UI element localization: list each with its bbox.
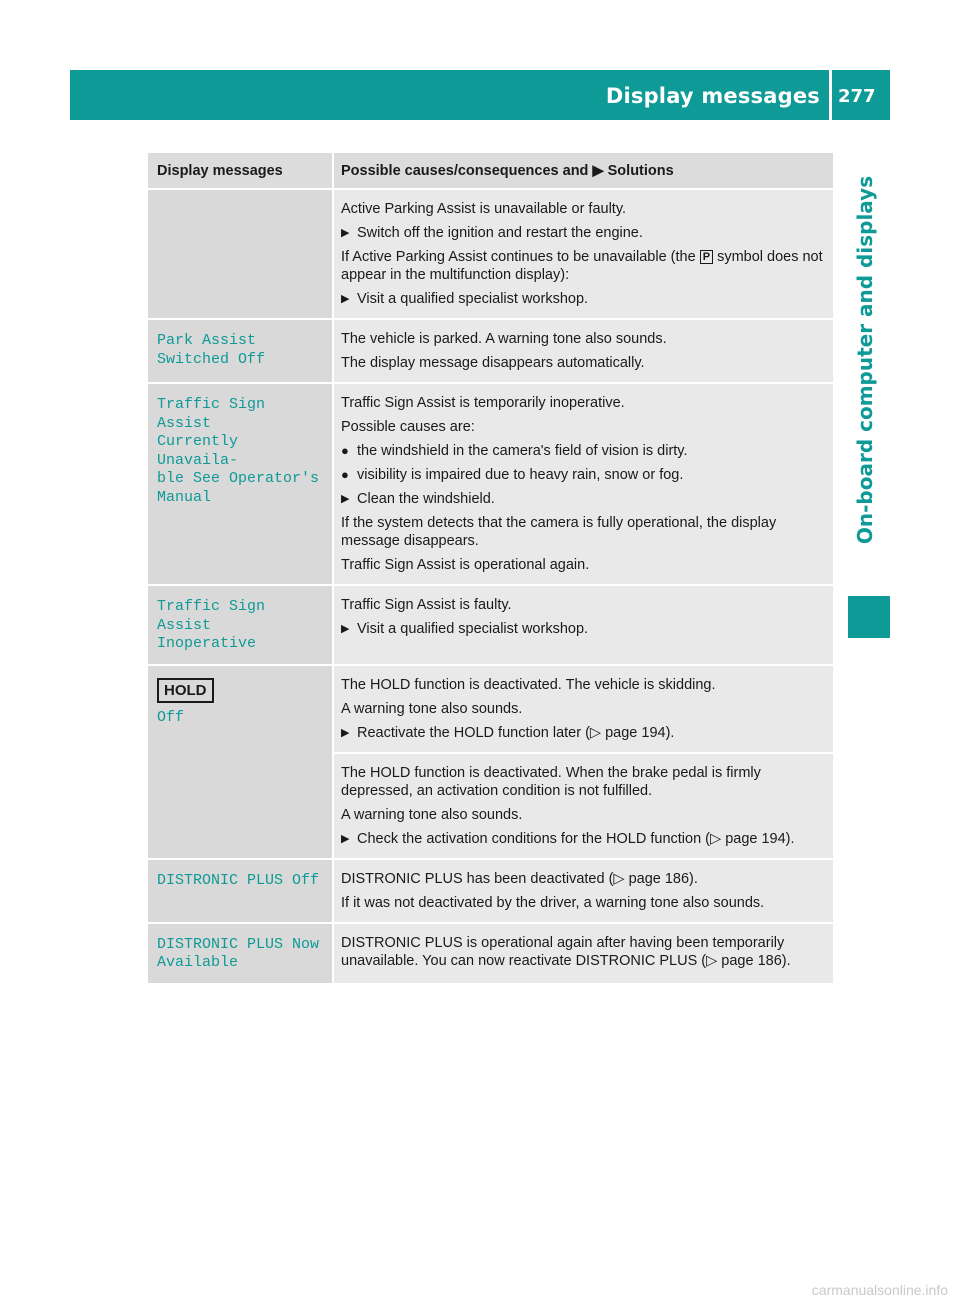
table-row (148, 190, 833, 320)
message-cell (148, 320, 334, 382)
causes-cell (334, 320, 833, 382)
table-row (148, 384, 833, 586)
step-arrow-icon: ▶ (592, 163, 604, 179)
table-header-row (148, 153, 833, 190)
cause-text: Traffic Sign Assist is operational again. (341, 557, 590, 573)
cause-text: Active Parking Assist is unavailable or faulty. (341, 201, 627, 217)
solution-text: Clean the windshield. (357, 491, 495, 507)
step-arrow-icon: ▶ (341, 832, 350, 845)
step-arrow-icon: ▶ (341, 227, 350, 239)
table-row (148, 320, 833, 384)
causes-subsection (334, 754, 833, 848)
park-symbol-icon: P (700, 250, 713, 264)
cause-text: Traffic Sign Assist is temporarily inoperative. (341, 395, 625, 411)
display-messages-table (148, 153, 833, 985)
step-arrow-icon: ▶ (341, 623, 350, 635)
causes-subsection (334, 676, 833, 754)
solution-text: Visit a qualified specialist workshop. (357, 291, 589, 307)
watermark[interactable]: carmanualsonline.info (811, 1282, 948, 1298)
column-header-messages: Display messages (148, 153, 334, 188)
causes-cell (334, 586, 833, 664)
solution-step (341, 490, 826, 508)
solution-text: Switch off the ignition and restart the engine. (357, 225, 643, 241)
causes-cell (334, 384, 833, 584)
table-row (148, 860, 833, 924)
cause-text: The vehicle is parked. A warning tone also sounds. (341, 331, 667, 347)
bullet-icon: ● (341, 443, 349, 458)
solution-step (341, 620, 826, 638)
solution-text: Reactivate the HOLD function later (▷ page 194). (357, 724, 675, 741)
display-message: Off (157, 708, 185, 726)
cause-text: A warning tone also sounds. (341, 806, 523, 823)
causes-cell (334, 666, 833, 858)
bullet-text: the windshield in the camera's field of vision is dirty. (357, 443, 688, 459)
cause-text-after: symbol does not appear in the multifunction display): (341, 249, 823, 283)
bullet-icon: ● (341, 467, 349, 482)
cause-text: If it was not deactivated by the driver, a warning tone also sounds. (341, 894, 765, 911)
message-cell (148, 860, 334, 922)
cause-text: Possible causes are: (341, 419, 475, 435)
table-row (148, 924, 833, 985)
page-number: 277 (838, 86, 876, 107)
cause-text: The display message disappears automatically. (341, 355, 645, 371)
bullet-text: visibility is impaired due to heavy rain, snow or fog. (357, 467, 684, 483)
display-message: Traffic Sign Assist Inoperative (157, 598, 266, 652)
column-header-causes-text: Possible causes/consequences and (341, 163, 589, 179)
cause-text (341, 248, 826, 284)
step-arrow-icon: ▶ (341, 493, 350, 505)
display-message: DISTRONIC PLUS Now Available (157, 935, 320, 971)
page-title: Display messages (605, 84, 820, 108)
solution-step (341, 724, 826, 742)
section-side-label (840, 130, 890, 590)
solution-text: Check the activation conditions for the HOLD function (▷ page 194). (357, 830, 795, 847)
causes-cell (334, 860, 833, 922)
solution-step (341, 830, 826, 848)
hold-icon: HOLD (157, 678, 214, 703)
causes-cell (334, 924, 833, 983)
column-header-causes (334, 153, 833, 188)
solution-text: Visit a qualified specialist workshop. (357, 621, 589, 637)
solution-step (341, 290, 826, 308)
solution-step (341, 224, 826, 242)
step-arrow-icon: ▶ (341, 293, 350, 305)
table-row (148, 586, 833, 666)
causes-cell (334, 190, 833, 318)
table-row (148, 666, 833, 860)
header-divider (829, 70, 832, 120)
message-cell (148, 190, 334, 318)
display-message: DISTRONIC PLUS Off (157, 871, 320, 889)
cause-bullet (341, 466, 826, 484)
cause-text: If the system detects that the camera is fully operational, the display message disappears. (341, 515, 777, 549)
cause-text: The HOLD function is deactivated. The vehicle is skidding. (341, 676, 716, 693)
message-cell (148, 586, 334, 664)
message-cell (148, 384, 334, 584)
cause-text: DISTRONIC PLUS is operational again after having been temporarily unavailable. You can now reactivate DISTRONIC PLUS (▷ page 186). (341, 934, 791, 969)
cause-text: DISTRONIC PLUS has been deactivated (▷ page 186). (341, 870, 698, 887)
column-header-solutions-text: Solutions (607, 163, 674, 179)
step-arrow-icon: ▶ (341, 726, 350, 739)
display-message: Traffic Sign Assist Currently Unavaila‐ ble See Operator's Manual (157, 396, 320, 506)
cause-bullet (341, 442, 826, 460)
display-message: Park Assist Switched Off (157, 332, 266, 368)
header-bar (70, 70, 890, 120)
cause-text-before: If Active Parking Assist continues to be unavailable (the (341, 249, 696, 265)
message-cell (148, 924, 334, 983)
cause-text: The HOLD function is deactivated. When the brake pedal is firmly depressed, an activation condition is not fulfilled. (341, 764, 761, 799)
section-side-label-text: On-board computer and displays (853, 175, 877, 545)
message-cell (148, 666, 334, 858)
cause-text: Traffic Sign Assist is faulty. (341, 597, 512, 613)
section-tab-marker (848, 596, 890, 638)
cause-text: A warning tone also sounds. (341, 700, 523, 717)
